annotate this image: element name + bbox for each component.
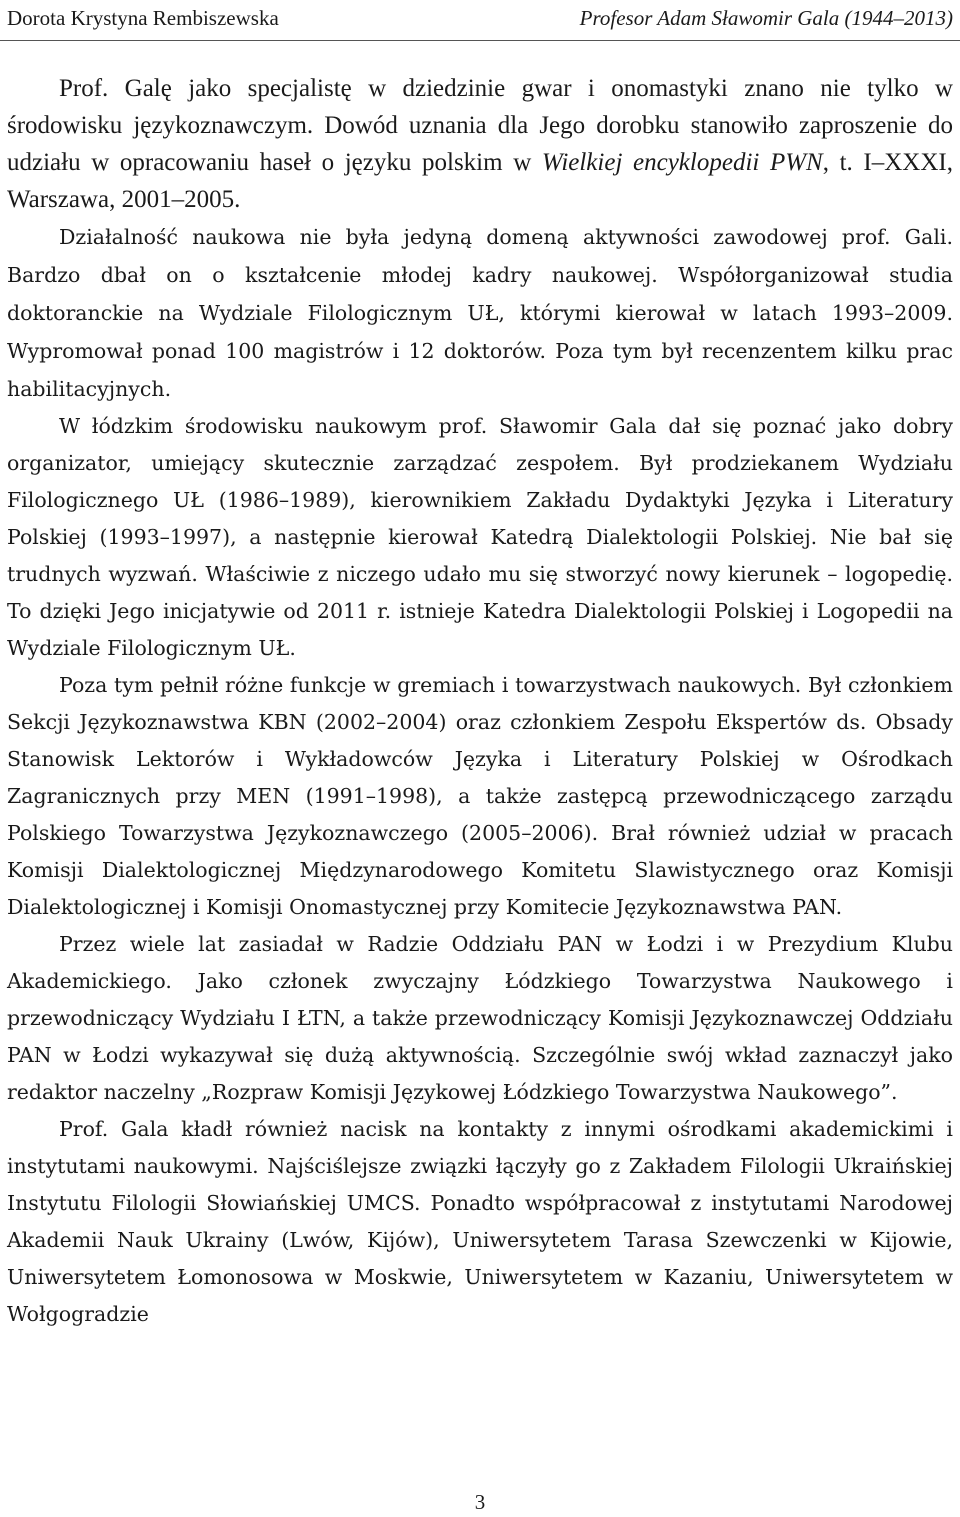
paragraph-2-text-b: Bardzo dbał on o kształcenie młodej kadry naukowej. Współorganizował studia doktoranckie na Wydziale Filologicznym UŁ, którymi kierował w latach 1993–2009. Wypromował ponad 100 magistrów i 12 doktorów. Poza tym był recenzentem kilku prac habilitacyjnych. bbox=[7, 263, 953, 401]
paragraph-3: W łódzkim środowisku naukowym prof. Sławomir Gala dał się poznać jako dobry organizator, umiejący skutecznie zarządzać zespołem. Był prodziekanem Wydziału Filologicznego UŁ (1986–1989), kierownikiem Zakładu Dydaktyki Języka i Literatury Polskiej (1993–1997), a następnie kierował Katedrą Dialektologii Polskiej. Nie bał się trudnych wyzwań. Właściwie z niczego udało mu się stworzyć nowy kierunek – logopedię. To dzięki Jego inicjatywie od 2011 r. istnieje Katedra Dialektologii Polskiej i Logopedii na Wydziale Filologicznym UŁ. bbox=[7, 414, 953, 660]
paragraph-1-text-a: Prof. Galę jako specjalistę w dziedzinie gwar i onomastyki znano nie tylko w środowisku językoznawczym. Dowód uznania dla Jego dorobku stanowiło zaproszenie do udziału w opracowaniu haseł o języku polskim w bbox=[7, 75, 953, 176]
paragraph-5: Przez wiele lat zasiadał w Radzie Oddziału PAN w Łodzi i w Prezydium Klubu Akademickiego. Jako członek zwyczajny Łódzkiego Towarzystwa Naukowego i przewodniczący Wydziału I ŁTN, a także przewodniczący Komisji Językoznawczej Oddziału PAN w Łodzi wykazywał się dużą aktywnością. Szczególnie swój wkład zaznaczył jako redaktor naczelny „Rozpraw Komisji Językowej Łódzkiego Towarzystwa Naukowego”. bbox=[7, 932, 953, 1104]
header-rule bbox=[0, 40, 960, 41]
article-body bbox=[7, 70, 953, 1333]
paragraph-1-text-b: , t. I–XXXI, Warszawa, 2001–2005. bbox=[7, 149, 953, 213]
paragraph-2-text-a: Działalność naukowa nie była jedyną domeną aktywności zawodowej prof. Gali. bbox=[59, 225, 953, 249]
paragraph-2 bbox=[7, 218, 953, 408]
page-number: 3 bbox=[474, 1490, 486, 1514]
encyclopedia-title: Wielkiej encyklopedii PWN bbox=[541, 149, 823, 176]
running-head-author: Dorota Krystyna Rembiszewska bbox=[7, 6, 279, 30]
running-head bbox=[7, 6, 953, 36]
paragraph-4: Poza tym pełnił różne funkcje w gremiach i towarzystwach naukowych. Był członkiem Sekcji Językoznawstwa KBN (2002–2004) oraz członkiem Zespołu Ekspertów ds. Obsady Stanowisk Lektorów i Wykładowców Języka i Literatury Polskiej w Ośrodkach Zagranicznych przy MEN (1991–1998), a także zastępcą przewodniczącego zarządu Polskiego Towarzystwa Językoznawczego (2005–2006). Brał również udział w pracach Komisji Dialektologicznej Międzynarodowego Komitetu Slawistycznego oraz Komisji Dialektologicznej i Komisji Onomastycznej przy Komitecie Językoznawstwa PAN. bbox=[7, 673, 953, 919]
paragraph-1 bbox=[7, 70, 953, 218]
running-head-title: Profesor Adam Sławomir Gala (1944–2013) bbox=[579, 6, 953, 30]
paragraph-6: Prof. Gala kładł również nacisk na kontakty z innymi ośrodkami akademickimi i instytutami naukowymi. Najściślejsze związki łączyły go z Zakładem Filologii Ukraińskiej Instytutu Filologii Słowiańskiej UMCS. Ponadto współpracował z instytutami Narodowej Akademii Nauk Ukrainy (Lwów, Kijów), Uniwersytetem Tarasa Szewczenki w Kijowie, Uniwersytetem Łomonosowa w Moskwie, Uniwersytetem w Kazaniu, Uniwersytetem w Wołgogradzie bbox=[7, 1117, 953, 1326]
